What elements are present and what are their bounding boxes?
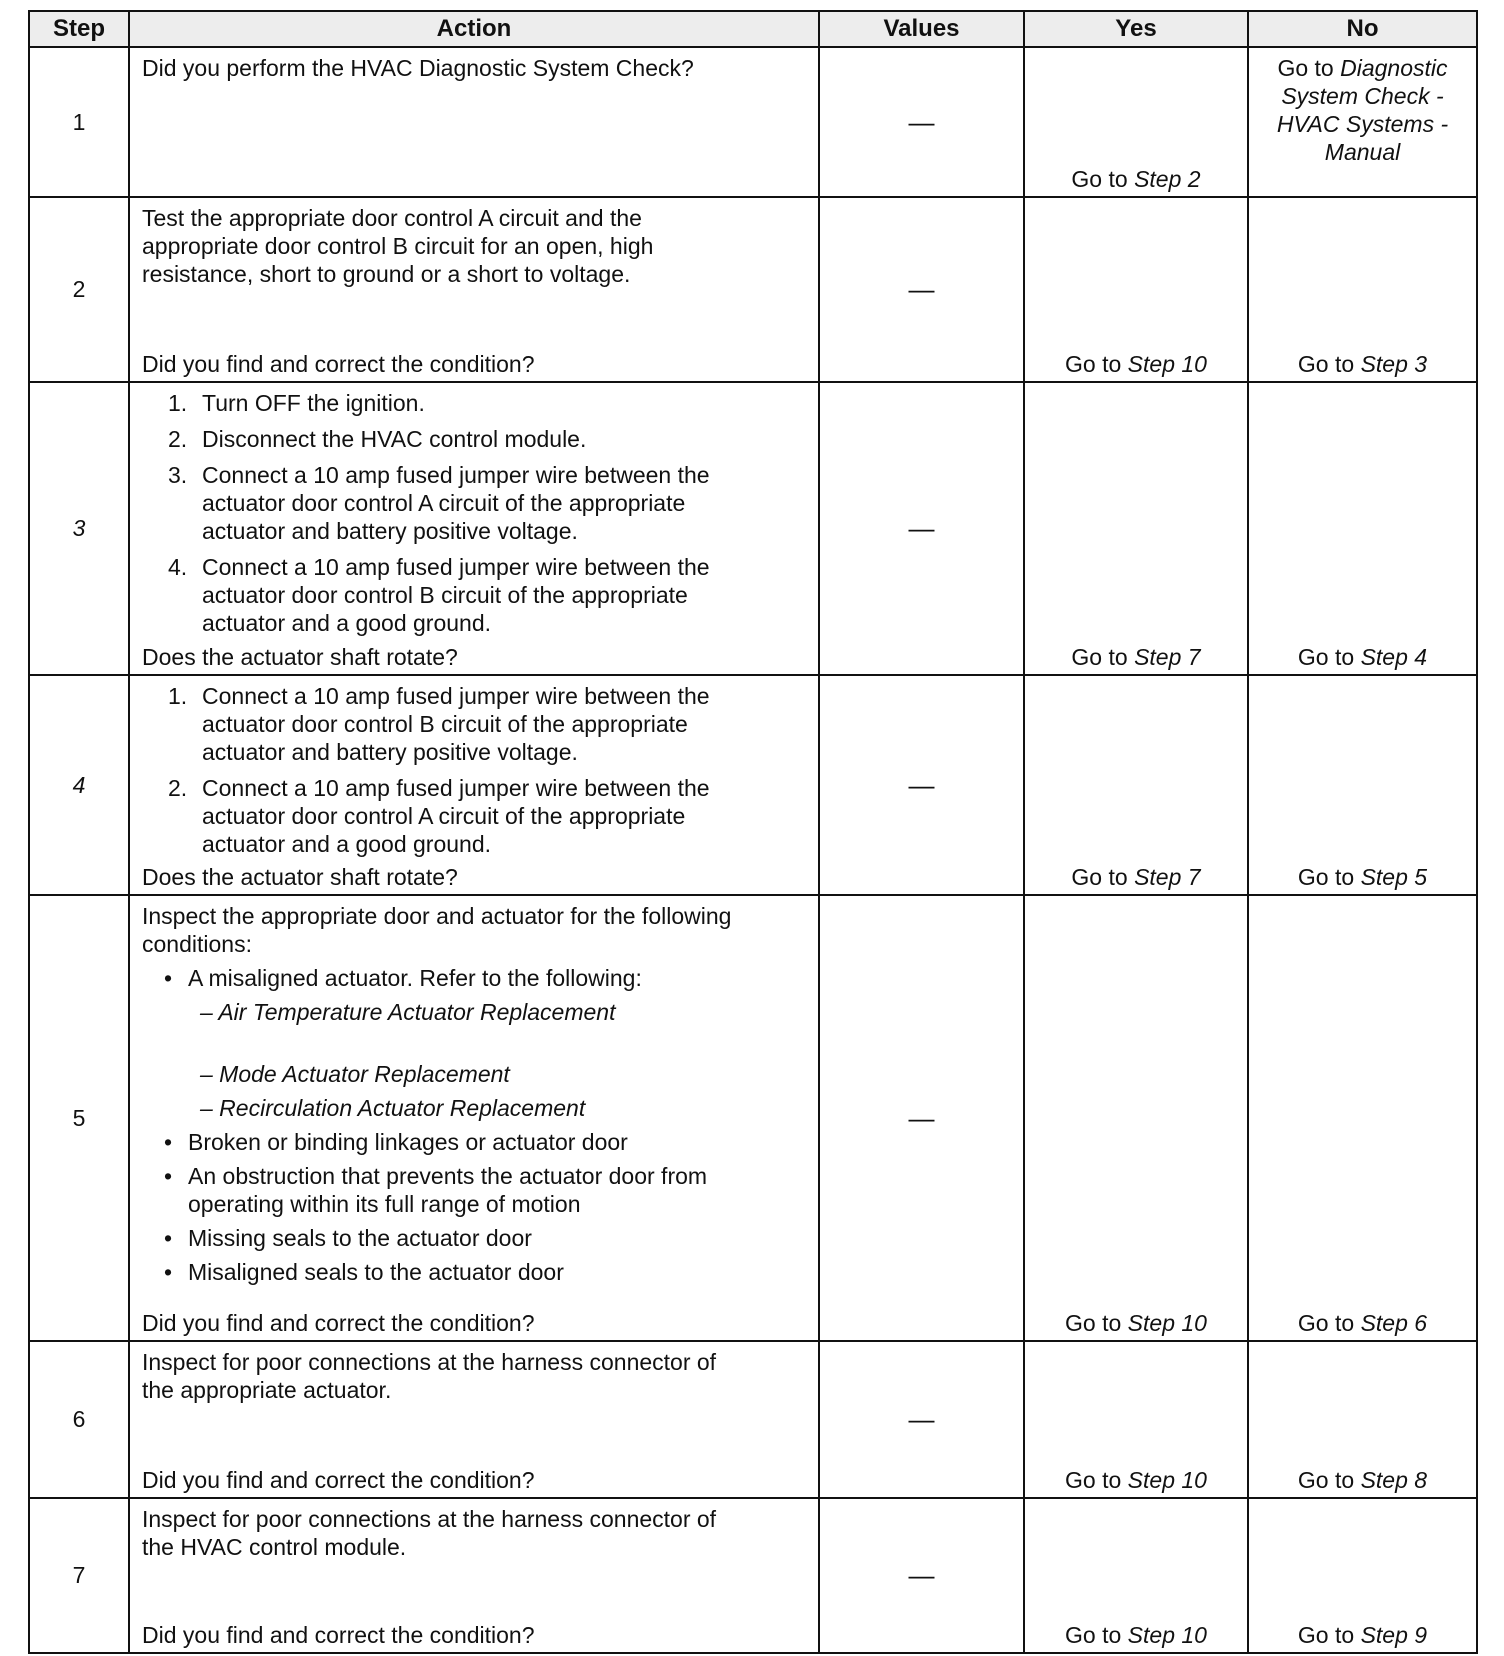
- bullet-text: operating within its full range of motion: [188, 1191, 581, 1217]
- no-cell[interactable]: [1248, 675, 1477, 895]
- diagnostic-table: [28, 10, 1478, 1654]
- step-text: actuator door control B circuit of the appropriate: [202, 582, 688, 608]
- action-question: Did you find and correct the condition?: [142, 1467, 535, 1493]
- step-text: actuator and a good ground.: [202, 610, 492, 636]
- no-prefix: Go to: [1297, 1310, 1355, 1336]
- yes-cell[interactable]: [1024, 675, 1248, 895]
- step-number: 6: [29, 1341, 129, 1498]
- reference-link[interactable]: – Air Temperature Actuator Replacement: [200, 999, 616, 1025]
- table-row: [29, 1341, 1477, 1498]
- list-item: [142, 1128, 808, 1156]
- reference-link[interactable]: – Recirculation Actuator Replacement: [200, 1095, 586, 1121]
- list-item: [168, 774, 808, 858]
- condition-list: [142, 964, 808, 992]
- no-step-link[interactable]: Step 3: [1360, 351, 1428, 377]
- table-row: [29, 197, 1477, 382]
- bullet: •: [164, 1225, 173, 1251]
- yes-prefix: Go to: [1071, 864, 1128, 890]
- no-step-link[interactable]: Step 4: [1360, 644, 1428, 670]
- step-number: 4: [29, 675, 129, 895]
- no-step-link[interactable]: Step 5: [1360, 864, 1428, 890]
- action-cell: [129, 895, 819, 1341]
- action-line: Inspect for poor connections at the harness connector of: [142, 1349, 717, 1375]
- numbered-steps: [142, 389, 808, 637]
- table-row: [29, 895, 1477, 1341]
- values-cell: —: [819, 1341, 1024, 1498]
- yes-prefix: Go to: [1065, 351, 1122, 377]
- no-cell[interactable]: [1248, 1498, 1477, 1653]
- step-text: actuator door control A circuit of the appropriate: [202, 490, 686, 516]
- step-number: 2: [29, 197, 129, 382]
- no-cell[interactable]: [1248, 197, 1477, 382]
- step-number: 3: [29, 382, 129, 675]
- action-cell: [129, 1341, 819, 1498]
- yes-cell[interactable]: [1024, 382, 1248, 675]
- table-row: [29, 675, 1477, 895]
- step-text: Connect a 10 amp fused jumper wire between the: [202, 775, 710, 801]
- step-num: 3.: [168, 462, 188, 488]
- yes-prefix: Go to: [1065, 1622, 1122, 1648]
- bullet: •: [164, 965, 173, 991]
- reference-link[interactable]: – Mode Actuator Replacement: [200, 1061, 510, 1087]
- action-line: Did you perform the HVAC Diagnostic System Check?: [142, 55, 694, 81]
- no-step-link[interactable]: Step 6: [1360, 1310, 1428, 1336]
- header-values: Values: [819, 11, 1024, 47]
- bullet-text: Missing seals to the actuator door: [188, 1225, 532, 1251]
- yes-cell[interactable]: [1024, 895, 1248, 1341]
- no-ref-line[interactable]: System Check -: [1281, 83, 1444, 109]
- action-line: Inspect the appropriate door and actuator for the following: [142, 903, 732, 929]
- no-cell[interactable]: [1248, 382, 1477, 675]
- no-step-link[interactable]: Step 8: [1360, 1467, 1428, 1493]
- no-prefix: Go to: [1297, 864, 1355, 890]
- step-text: actuator and battery positive voltage.: [202, 739, 578, 765]
- no-prefix: Go to: [1297, 1622, 1355, 1648]
- action-line: appropriate door control B circuit for an open, high: [142, 233, 654, 259]
- step-text: Connect a 10 amp fused jumper wire between the: [202, 554, 710, 580]
- action-question: Did you find and correct the condition?: [142, 1622, 535, 1648]
- no-cell[interactable]: [1248, 47, 1477, 197]
- condition-list: [142, 1128, 808, 1286]
- no-cell[interactable]: [1248, 1341, 1477, 1498]
- action-line: the appropriate actuator.: [142, 1377, 392, 1403]
- step-text: Turn OFF the ignition.: [202, 390, 425, 416]
- no-prefix: Go to: [1297, 351, 1355, 377]
- values-cell: —: [819, 1498, 1024, 1653]
- action-cell: [129, 197, 819, 382]
- no-prefix: Go to: [1297, 1467, 1355, 1493]
- no-prefix: Go to: [1277, 55, 1334, 81]
- yes-cell[interactable]: [1024, 47, 1248, 197]
- list-item: [142, 1224, 808, 1252]
- no-prefix: Go to: [1297, 644, 1355, 670]
- bullet-text: Misaligned seals to the actuator door: [188, 1259, 564, 1285]
- bullet-text: A misaligned actuator. Refer to the following:: [188, 965, 642, 991]
- values-cell: —: [819, 382, 1024, 675]
- list-item: [168, 682, 808, 766]
- bullet-text: An obstruction that prevents the actuator door from: [188, 1163, 708, 1189]
- no-ref-line[interactable]: HVAC Systems -: [1276, 111, 1449, 137]
- step-number: 5: [29, 895, 129, 1341]
- header-yes: Yes: [1024, 11, 1248, 47]
- action-cell: [129, 675, 819, 895]
- yes-step-link[interactable]: Step 7: [1134, 864, 1201, 890]
- step-num: 1.: [168, 683, 188, 709]
- action-cell: [129, 382, 819, 675]
- list-item: [168, 389, 808, 417]
- action-line: Inspect for poor connections at the harness connector of: [142, 1506, 717, 1532]
- action-cell: [129, 1498, 819, 1653]
- yes-step-link[interactable]: Step 10: [1127, 1310, 1207, 1336]
- step-num: 1.: [168, 390, 188, 416]
- step-text: actuator door control A circuit of the appropriate: [202, 803, 686, 829]
- action-question: Did you find and correct the condition?: [142, 1310, 535, 1336]
- list-item: [142, 1162, 808, 1218]
- step-text: Disconnect the HVAC control module.: [202, 426, 587, 452]
- list-item: [142, 1258, 808, 1286]
- yes-step-link[interactable]: Step 7: [1134, 644, 1201, 670]
- step-text: Connect a 10 amp fused jumper wire between the: [202, 683, 710, 709]
- list-item: [142, 964, 808, 992]
- values-cell: —: [819, 895, 1024, 1341]
- step-text: actuator door control B circuit of the appropriate: [202, 711, 688, 737]
- no-ref-link[interactable]: Diagnostic: [1340, 55, 1448, 81]
- yes-step-link[interactable]: Step 10: [1127, 351, 1207, 377]
- no-cell[interactable]: [1248, 895, 1477, 1341]
- list-item: [168, 553, 808, 637]
- list-item: [168, 425, 808, 453]
- values-cell: —: [819, 47, 1024, 197]
- step-text: actuator and a good ground.: [202, 831, 492, 857]
- bullet-text: Broken or binding linkages or actuator door: [188, 1129, 628, 1155]
- yes-step-link[interactable]: Step 10: [1127, 1622, 1207, 1648]
- bullet: •: [164, 1259, 173, 1285]
- yes-prefix: Go to: [1071, 166, 1128, 192]
- step-text: actuator and battery positive voltage.: [202, 518, 578, 544]
- no-ref-line[interactable]: Manual: [1324, 139, 1401, 165]
- table-row: [29, 1498, 1477, 1653]
- yes-prefix: Go to: [1065, 1310, 1122, 1336]
- yes-step-link[interactable]: Step 2: [1134, 166, 1201, 192]
- numbered-steps: [142, 682, 808, 858]
- header-no: No: [1248, 11, 1477, 47]
- step-number: 7: [29, 1498, 129, 1653]
- bullet: •: [164, 1163, 173, 1189]
- yes-prefix: Go to: [1065, 1467, 1122, 1493]
- action-line: conditions:: [142, 931, 252, 957]
- list-item: [168, 461, 808, 545]
- action-line: the HVAC control module.: [142, 1534, 407, 1560]
- step-number: 1: [29, 47, 129, 197]
- step-num: 2.: [168, 775, 188, 801]
- header-step: Step: [29, 11, 129, 47]
- table-row: [29, 382, 1477, 675]
- action-question: Did you find and correct the condition?: [142, 351, 535, 377]
- yes-cell[interactable]: [1024, 1498, 1248, 1653]
- action-question: Does the actuator shaft rotate?: [142, 644, 458, 670]
- action-line: resistance, short to ground or a short to voltage.: [142, 261, 631, 287]
- action-question: Does the actuator shaft rotate?: [142, 864, 458, 890]
- header-row: [29, 11, 1477, 47]
- bullet: •: [164, 1129, 173, 1155]
- values-cell: —: [819, 197, 1024, 382]
- yes-step-link[interactable]: Step 10: [1127, 1467, 1207, 1493]
- yes-cell[interactable]: [1024, 1341, 1248, 1498]
- no-step-link[interactable]: Step 9: [1360, 1622, 1428, 1648]
- step-num: 4.: [168, 554, 188, 580]
- action-line: Test the appropriate door control A circuit and the: [142, 205, 642, 231]
- table-row: [29, 47, 1477, 197]
- step-num: 2.: [168, 426, 188, 452]
- values-cell: —: [819, 675, 1024, 895]
- action-cell: [129, 47, 819, 197]
- header-action: Action: [129, 11, 819, 47]
- yes-prefix: Go to: [1071, 644, 1128, 670]
- yes-cell[interactable]: [1024, 197, 1248, 382]
- step-text: Connect a 10 amp fused jumper wire between the: [202, 462, 710, 488]
